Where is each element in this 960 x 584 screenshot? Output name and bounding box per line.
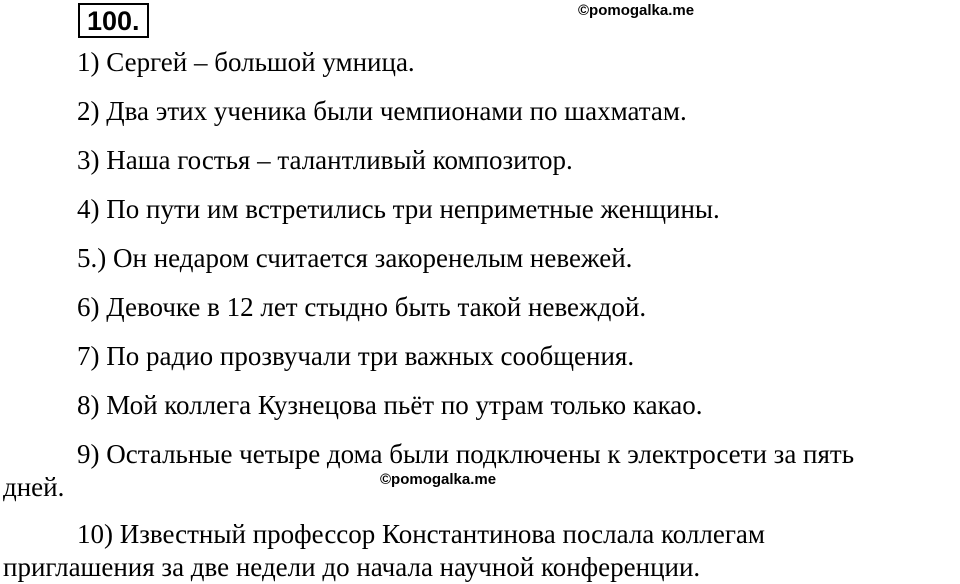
sentence-8: 8) Мой коллега Кузнецова пьёт по утрам только какао. xyxy=(77,390,703,420)
sentence-9-line-2: дней. xyxy=(3,472,65,502)
watermark-middle: ©pomogalka.me xyxy=(380,471,497,488)
sentence-10-line-2: приглашения за две недели до начала научной конференции. xyxy=(3,552,701,582)
sentence-6: 6) Девочке в 12 лет стыдно быть такой невеждой. xyxy=(77,292,647,322)
sentence-2: 2) Два этих ученика были чемпионами по шахматам. xyxy=(77,96,687,126)
sentence-5: 5.) Он недаром считается закоренелым невежей. xyxy=(77,243,633,273)
exercise-number-box: 100. xyxy=(78,3,149,38)
sentence-7: 7) По радио прозвучали три важных сообщения. xyxy=(77,341,635,371)
sentence-1: 1) Сергей – большой умница. xyxy=(77,47,415,77)
sentence-3: 3) Наша гостья – талантливый композитор. xyxy=(77,145,573,175)
watermark-top: ©pomogalka.me xyxy=(578,2,695,19)
sentence-9-line-1: 9) Остальные четыре дома были подключены к электросети за пять xyxy=(77,439,855,469)
sentence-10-line-1: 10) Известный профессор Константинова послала коллегам xyxy=(77,519,765,549)
sentence-4: 4) По пути им встретились три неприметные женщины. xyxy=(77,194,720,224)
